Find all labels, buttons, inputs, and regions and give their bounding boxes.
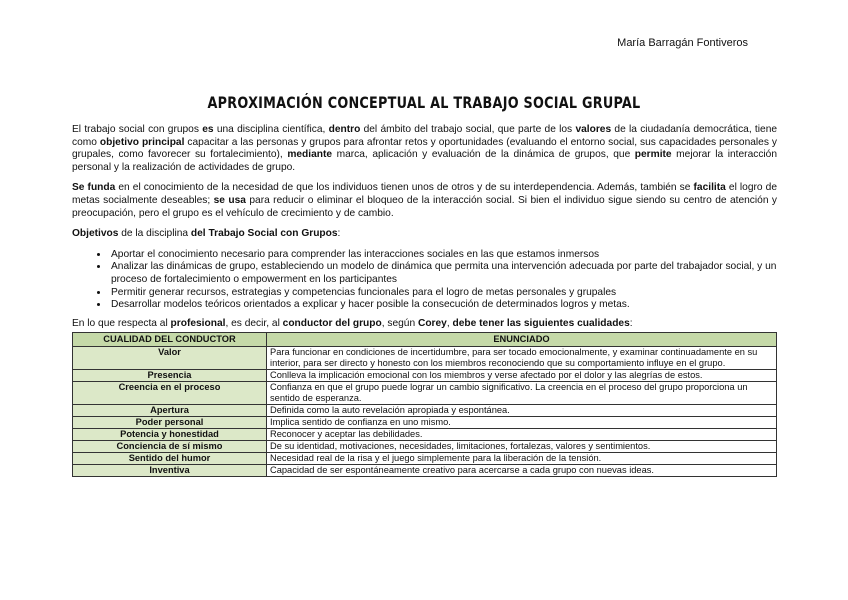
quality-cell: Conciencia de sí mismo — [73, 441, 267, 453]
quality-cell: Valor — [73, 347, 267, 370]
quality-cell: Creencia en el proceso — [73, 382, 267, 405]
table-row — [73, 453, 777, 465]
text: de la ciudadanía democrática, tiene como — [72, 124, 778, 148]
text: En lo que respecta al — [72, 317, 171, 329]
bold-text: es — [202, 124, 214, 135]
text: : — [629, 317, 633, 329]
objectives-list — [72, 249, 777, 312]
author-name: María Barragán Fontiveros — [617, 37, 748, 49]
quality-cell: Potencia y honestidad — [73, 429, 267, 441]
table-row — [73, 382, 777, 405]
table-row — [73, 429, 777, 441]
table-row — [73, 347, 777, 370]
text: una disciplina científica, — [213, 124, 329, 135]
bold-text: se usa — [213, 194, 246, 206]
text: capacitar a las personas y grupos para afrontar retos y oportunidades (evaluando el entorno social, sus capacidades personales y grupales, como favorecer su fortalecimiento), — [72, 136, 778, 161]
statement-cell: Reconocer y aceptar las debilidades. — [267, 429, 777, 441]
text: , es decir, al — [225, 317, 283, 329]
paragraph-foundation — [72, 182, 777, 220]
text: , según — [381, 317, 418, 329]
statement-cell: Capacidad de ser espontáneamente creativo para acercarse a cada grupo con nuevas ideas. — [267, 465, 777, 477]
document-body — [72, 124, 777, 477]
list-item: • Aportar el conocimiento necesario para comprender las interacciones sociales en las que estamos inmersos — [109, 249, 777, 262]
bold-text: facilita — [693, 182, 726, 194]
column-header: CUALIDAD DEL CONDUCTOR — [73, 333, 267, 347]
quality-cell: Poder personal — [73, 417, 267, 429]
qualities-table — [72, 332, 777, 477]
bold-text: permite — [634, 149, 672, 161]
text: para reducir o eliminar el bloqueo de la interacción social. Si bien el individuo sigue siendo su centro de atención y preocupación, pero el grupo es el vehículo de crecimiento y de cambio. — [72, 194, 778, 219]
statement-cell: Necesidad real de la risa y el juego simplemente para la liberación de la tensión. — [267, 453, 777, 465]
bold-text: debe tener las siguientes cualidades — [452, 317, 630, 329]
text: en el conocimiento de la necesidad de que los individuos tienen unos de otros y de su interdependencia. Además, también se — [115, 182, 694, 194]
statement-cell: Confianza en que el grupo puede lograr un cambio significativo. La creencia en el proceso del grupo proporciona un sentido de esperanza. — [267, 382, 777, 405]
table-row — [73, 417, 777, 429]
bold-text: mediante — [287, 149, 333, 161]
text: del ámbito del trabajo social, que parte de los — [360, 124, 576, 135]
table-row — [73, 441, 777, 453]
text: el logro de metas socialmente deseables; — [72, 182, 777, 206]
bold-text: del Trabajo Social con Grupos — [190, 228, 338, 240]
bold-text: Se funda — [72, 182, 116, 194]
bold-text: Corey — [417, 317, 447, 329]
statement-cell: Conlleva la implicación emocional con los miembros y verse afectado por el dolor y las alegrías de estos. — [267, 370, 777, 382]
statement-cell: Para funcionar en condiciones de incertidumbre, para ser tocado emocionalmente, y examinar continuadamente en su interior, para ser directo y honesto con los miembros reconociendo que su comportamiento influye en el grupo. — [267, 347, 777, 370]
column-header: ENUNCIADO — [267, 333, 777, 347]
text: mejorar la interacción personal y la realización de actividades de grupo. — [72, 149, 778, 173]
statement-cell: Implica sentido de confianza en uno mismo. — [267, 417, 777, 429]
bold-text: profesional — [170, 317, 226, 329]
list-item: • Permitir generar recursos, estrategias y competencias funcionales para el logro de metas personales y grupales — [109, 287, 777, 300]
text: marca, aplicación y evaluación de la dinámica de grupos, que — [332, 149, 635, 161]
text: El trabajo social con grupos — [72, 124, 203, 135]
list-item: • Desarrollar modelos teóricos orientados a explicar y hacer posible la consecución de determinados logros y metas. — [109, 299, 777, 312]
quality-cell: Sentido del humor — [73, 453, 267, 465]
bold-text: valores — [575, 124, 612, 135]
document-title: APROXIMACIÓN CONCEPTUAL AL TRABAJO SOCIAL GRUPAL — [207, 93, 641, 112]
table-header-row — [73, 333, 777, 347]
bold-text: objetivo principal — [99, 136, 185, 148]
bold-text: Objetivos — [72, 228, 119, 240]
quality-cell: Presencia — [73, 370, 267, 382]
text: , — [446, 317, 453, 329]
quality-cell: Inventiva — [73, 465, 267, 477]
objectives-heading — [72, 228, 777, 241]
bold-text: conductor del grupo — [282, 317, 382, 329]
bold-text: dentro — [328, 124, 361, 135]
table-row — [73, 465, 777, 477]
statement-cell: Definida como la auto revelación apropiada y espontánea. — [267, 405, 777, 417]
text: de la disciplina — [118, 228, 191, 240]
table-row — [73, 405, 777, 417]
table-row — [73, 370, 777, 382]
text: : — [337, 228, 341, 240]
list-item: • Analizar las dinámicas de grupo, estableciendo un modelo de dinámica que permita una intervención adecuada por parte del trabajador social, y un proceso de fortalecimiento o empowerment en los participantes — [109, 261, 777, 286]
statement-cell: De su identidad, motivaciones, necesidades, limitaciones, fortalezas, valores y sentimientos. — [267, 441, 777, 453]
paragraph-definition — [72, 124, 777, 174]
paragraph-professional — [72, 318, 777, 331]
quality-cell: Apertura — [73, 405, 267, 417]
